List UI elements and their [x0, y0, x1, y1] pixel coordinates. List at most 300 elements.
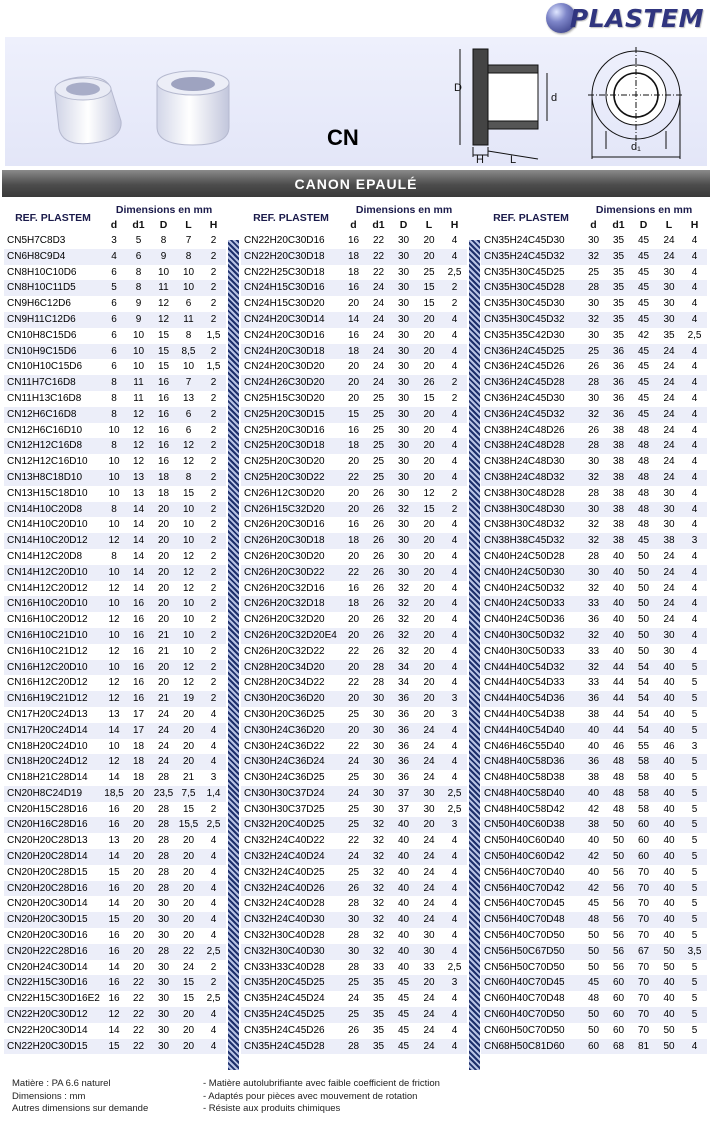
table-row: [4, 944, 226, 960]
ref-cell: CN28H20C34D22: [241, 675, 341, 691]
table-row: [241, 391, 467, 407]
table-row: [241, 644, 467, 660]
ref-cell: CN50H40C60D42: [481, 849, 581, 865]
dim-cell-d1: 10: [126, 328, 151, 344]
dim-cell-L: 10: [176, 612, 201, 628]
dim-cell-d: 14: [102, 770, 126, 786]
dim-cell-L: 12: [176, 565, 201, 581]
dim-cell-L: 13: [176, 391, 201, 407]
dim-cell-d: 28: [581, 486, 606, 502]
dim-cell-d1: 25: [366, 407, 391, 423]
dim-cell-d1: 25: [366, 423, 391, 439]
dim-cell-D: 30: [391, 265, 416, 281]
table-row: [4, 865, 226, 881]
dim-cell-H: 2: [201, 344, 226, 360]
dim-cell-L: 40: [656, 786, 682, 802]
dim-cell-d: 4: [102, 249, 126, 265]
dim-cell-d1: 38: [606, 470, 631, 486]
ref-cell: CN38H30C48D30: [481, 502, 581, 518]
table-row: [481, 517, 707, 533]
dim-cell-D: 40: [391, 833, 416, 849]
ref-cell: CN26H20C32D18: [241, 596, 341, 612]
table-row: [481, 1039, 707, 1055]
dim-cell-d: 33: [581, 644, 606, 660]
dim-cell-H: 2: [201, 470, 226, 486]
dim-cell-H: 5: [682, 660, 707, 676]
dim-cell-L: 22: [176, 944, 201, 960]
dim-cell-d: 36: [581, 612, 606, 628]
dim-cell-H: 1,5: [201, 328, 226, 344]
table-row: [481, 233, 707, 249]
table-row: [4, 849, 226, 865]
dim-cell-d: 16: [341, 328, 366, 344]
dim-cell-d1: 20: [126, 928, 151, 944]
dim-cell-D: 30: [391, 454, 416, 470]
plastem-logo: [546, 2, 704, 34]
ref-cell: CN46H46C55D40: [481, 739, 581, 755]
dim-cell-d1: 36: [606, 359, 631, 375]
col-d1-header: d1: [126, 217, 151, 233]
dim-cell-d1: 40: [606, 644, 631, 660]
dim-cell-D: 40: [391, 817, 416, 833]
dim-cell-H: 4: [201, 896, 226, 912]
dim-cell-H: 4: [201, 1039, 226, 1055]
table-row: [4, 660, 226, 676]
dim-cell-L: 10: [176, 628, 201, 644]
dim-cell-L: 24: [656, 581, 682, 597]
dim-cell-L: 20: [416, 454, 442, 470]
dim-cell-D: 32: [391, 628, 416, 644]
table-row: [4, 1023, 226, 1039]
dim-cell-L: 10: [176, 265, 201, 281]
ref-cell: CN25H20C30D18: [241, 438, 341, 454]
dim-cell-L: 15,5: [176, 817, 201, 833]
dim-cell-L: 40: [656, 754, 682, 770]
dim-cell-D: 70: [631, 896, 656, 912]
dim-cell-D: 28: [151, 881, 176, 897]
dim-cell-H: 3: [442, 691, 467, 707]
dim-cell-d1: 38: [606, 502, 631, 518]
dim-cell-L: 24: [416, 1039, 442, 1055]
dim-cell-L: 24: [656, 438, 682, 454]
table-row: [241, 739, 467, 755]
dim-cell-L: 46: [656, 739, 682, 755]
dim-cell-H: 4: [442, 896, 467, 912]
ref-cell: CN50H40C60D38: [481, 817, 581, 833]
ref-cell: CN35H24C45D28: [241, 1039, 341, 1055]
col-d1-header: d1: [606, 217, 631, 233]
table-row: [241, 486, 467, 502]
dim-cell-L: 40: [656, 991, 682, 1007]
dim-cell-D: 40: [391, 849, 416, 865]
dim-cell-H: 4: [442, 423, 467, 439]
dim-cell-d: 10: [102, 486, 126, 502]
dim-cell-L: 24: [656, 470, 682, 486]
dim-cell-d: 50: [581, 1007, 606, 1023]
ref-cell: CN12H12C16D10: [4, 454, 102, 470]
ref-cell: CN12H6C16D8: [4, 407, 102, 423]
dim-cell-d: 48: [581, 991, 606, 1007]
dim-cell-d1: 30: [366, 707, 391, 723]
ref-cell: CN40H30C50D32: [481, 628, 581, 644]
dim-cell-L: 20: [416, 407, 442, 423]
ref-cell: CN38H38C45D32: [481, 533, 581, 549]
dim-cell-d1: 24: [366, 328, 391, 344]
dim-cell-d1: 44: [606, 723, 631, 739]
dim-cell-H: 4: [201, 1023, 226, 1039]
dim-cell-d1: 38: [606, 517, 631, 533]
dim-cell-L: 20: [416, 344, 442, 360]
dim-cell-D: 70: [631, 1007, 656, 1023]
dim-cell-d: 16: [341, 280, 366, 296]
dim-cell-D: 8: [151, 233, 176, 249]
ref-cell: CN44H40C54D38: [481, 707, 581, 723]
dim-cell-L: 20: [416, 691, 442, 707]
dim-cell-D: 30: [391, 549, 416, 565]
ref-cell: CN44H40C54D40: [481, 723, 581, 739]
table-row: [4, 644, 226, 660]
dim-cell-D: 45: [391, 1039, 416, 1055]
dim-cell-D: 34: [391, 660, 416, 676]
dim-cell-d: 32: [581, 533, 606, 549]
dim-cell-d1: 30: [366, 739, 391, 755]
table-row: [481, 312, 707, 328]
dim-cell-D: 45: [631, 344, 656, 360]
ref-cell: CN25H20C30D15: [241, 407, 341, 423]
dim-cell-L: 24: [416, 896, 442, 912]
dim-cell-D: 30: [391, 438, 416, 454]
dim-cell-d: 20: [341, 391, 366, 407]
dim-cell-d1: 60: [606, 975, 631, 991]
dim-cell-L: 30: [656, 628, 682, 644]
dim-cell-H: 2: [201, 265, 226, 281]
dim-cell-D: 70: [631, 960, 656, 976]
dim-cell-d1: 13: [126, 470, 151, 486]
dim-cell-d1: 35: [366, 1007, 391, 1023]
dim-cell-H: 1,4: [201, 786, 226, 802]
dim-cell-L: 20: [176, 881, 201, 897]
dim-cell-D: 55: [631, 739, 656, 755]
dim-cell-L: 40: [656, 912, 682, 928]
table-row: [481, 375, 707, 391]
ref-cell: CN40H30C50D33: [481, 644, 581, 660]
ref-cell: CN32H24C40D28: [241, 896, 341, 912]
ref-cell: CN14H10C20D10: [4, 517, 102, 533]
dim-cell-H: 5: [682, 817, 707, 833]
dim-cell-D: 36: [391, 691, 416, 707]
ref-cell: CN35H24C45D24: [241, 991, 341, 1007]
table-row: [481, 1007, 707, 1023]
dim-cell-D: 30: [391, 407, 416, 423]
dim-cell-d: 8: [102, 391, 126, 407]
dim-cell-d1: 20: [126, 912, 151, 928]
dim-cell-L: 24: [416, 865, 442, 881]
dim-cell-d1: 8: [126, 280, 151, 296]
dim-cell-D: 70: [631, 975, 656, 991]
ref-cell: CN8H10C11D5: [4, 280, 102, 296]
dim-cell-D: 21: [151, 691, 176, 707]
ref-cell: CN35H35C42D30: [481, 328, 581, 344]
dim-cell-d1: 35: [366, 1023, 391, 1039]
dim-cell-d: 16: [341, 423, 366, 439]
dim-cell-d1: 26: [366, 644, 391, 660]
dim-cell-d: 45: [581, 896, 606, 912]
dim-cell-d1: 32: [366, 865, 391, 881]
ref-cell: CN22H15C30D16E2: [4, 991, 102, 1007]
dim-cell-d1: 36: [606, 391, 631, 407]
dim-cell-d1: 18: [126, 739, 151, 755]
dim-cell-d: 8: [102, 438, 126, 454]
table-row: [4, 359, 226, 375]
dim-cell-D: 50: [631, 628, 656, 644]
table-row: [241, 723, 467, 739]
dim-cell-D: 11: [151, 280, 176, 296]
dim-cell-d: 28: [581, 438, 606, 454]
dim-cell-d1: 16: [126, 612, 151, 628]
dim-cell-d: 40: [581, 786, 606, 802]
dim-cell-d: 18: [341, 344, 366, 360]
dim-cell-D: 48: [631, 470, 656, 486]
dim-cell-D: 50: [631, 596, 656, 612]
dim-cell-d1: 35: [606, 312, 631, 328]
table-row: [4, 628, 226, 644]
dim-cell-d1: 26: [366, 533, 391, 549]
ref-cell: CN26H20C30D22: [241, 565, 341, 581]
dim-cell-d1: 32: [366, 881, 391, 897]
dim-cell-D: 48: [631, 502, 656, 518]
dim-cell-H: 2,5: [201, 991, 226, 1007]
table-row: [4, 739, 226, 755]
dim-cell-d1: 46: [606, 739, 631, 755]
dim-cell-H: 4: [442, 470, 467, 486]
ref-cell: CN24H26C30D20: [241, 375, 341, 391]
ref-cell: CN30H30C37D25: [241, 802, 341, 818]
dim-cell-H: 2,5: [682, 328, 707, 344]
dim-cell-L: 24: [656, 612, 682, 628]
dim-cell-H: 4: [442, 438, 467, 454]
dim-cell-L: 40: [656, 896, 682, 912]
table-row: [241, 375, 467, 391]
dim-cell-d: 25: [341, 975, 366, 991]
dim-cell-H: 5: [682, 723, 707, 739]
dim-cell-d1: 5: [126, 233, 151, 249]
table-row: [4, 486, 226, 502]
table-row: [4, 723, 226, 739]
dim-cell-L: 15: [416, 280, 442, 296]
dim-cell-D: 24: [151, 754, 176, 770]
dim-cell-L: 15: [176, 975, 201, 991]
dim-cell-d: 33: [581, 675, 606, 691]
dim-cell-D: 30: [391, 296, 416, 312]
ref-cell: CN30H24C36D22: [241, 739, 341, 755]
dim-cell-H: 2,5: [442, 960, 467, 976]
table-row: [481, 675, 707, 691]
dim-cell-L: 12: [176, 454, 201, 470]
dim-cell-d: 20: [341, 628, 366, 644]
dim-cell-H: 2: [201, 660, 226, 676]
dim-cell-D: 40: [391, 896, 416, 912]
dim-cell-d1: 40: [606, 549, 631, 565]
dim-cell-L: 20: [176, 723, 201, 739]
dim-cell-H: 4: [682, 423, 707, 439]
dim-cell-d1: 40: [606, 565, 631, 581]
dim-cell-H: 2: [201, 375, 226, 391]
dim-cell-d: 30: [341, 944, 366, 960]
dim-cell-D: 30: [391, 280, 416, 296]
dim-cell-D: 40: [391, 960, 416, 976]
dim-cell-D: 20: [151, 581, 176, 597]
dim-cell-d: 36: [581, 691, 606, 707]
table-row: [241, 565, 467, 581]
ref-cell: CN32H24C40D25: [241, 865, 341, 881]
table-row: [4, 423, 226, 439]
dim-cell-d1: 38: [606, 423, 631, 439]
dim-cell-D: 45: [631, 375, 656, 391]
dim-cell-H: 5: [682, 881, 707, 897]
dim-cell-H: 3: [442, 707, 467, 723]
dim-cell-D: 50: [631, 581, 656, 597]
table-row: [241, 612, 467, 628]
dim-cell-H: 4: [682, 407, 707, 423]
table-row: [241, 833, 467, 849]
dim-cell-H: 2: [201, 233, 226, 249]
dim-cell-L: 30: [656, 312, 682, 328]
ref-cell: CN60H40C70D50: [481, 1007, 581, 1023]
dim-cell-L: 20: [176, 1039, 201, 1055]
dim-cell-d: 38: [581, 707, 606, 723]
dim-cell-d1: 32: [366, 833, 391, 849]
dim-cell-d: 25: [341, 802, 366, 818]
dim-cell-L: 21: [176, 770, 201, 786]
dim-cell-d1: 28: [366, 675, 391, 691]
table-row: [481, 691, 707, 707]
dim-cell-d: 32: [581, 312, 606, 328]
ref-cell: CN13H15C18D10: [4, 486, 102, 502]
dim-cell-d: 30: [581, 454, 606, 470]
dim-cell-D: 30: [151, 928, 176, 944]
section-title: CANON EPAULÉ: [294, 175, 418, 192]
dim-cell-d: 30: [581, 391, 606, 407]
ref-cell: CN44H40C54D33: [481, 675, 581, 691]
dim-cell-d1: 32: [366, 928, 391, 944]
dim-cell-L: 38: [656, 533, 682, 549]
dim-cell-H: 4: [442, 249, 467, 265]
ref-header: REF. PLASTEM: [241, 203, 341, 233]
table-row: [241, 502, 467, 518]
dim-cell-L: 24: [176, 960, 201, 976]
ref-cell: CN6H8C9D4: [4, 249, 102, 265]
dim-cell-d1: 44: [606, 675, 631, 691]
dim-cell-L: 40: [656, 675, 682, 691]
dim-cell-L: 15: [176, 486, 201, 502]
dim-cell-d: 33: [581, 596, 606, 612]
dim-cell-D: 58: [631, 770, 656, 786]
dim-cell-H: 5: [682, 896, 707, 912]
dim-cell-H: 4: [682, 565, 707, 581]
dim-cell-H: 4: [682, 581, 707, 597]
dim-cell-d: 14: [341, 312, 366, 328]
table-row: [4, 454, 226, 470]
dim-cell-D: 36: [391, 754, 416, 770]
dim-cell-L: 24: [416, 881, 442, 897]
dim-cell-d: 10: [102, 517, 126, 533]
dim-cell-D: 23,5: [151, 786, 176, 802]
dim-cell-D: 45: [631, 391, 656, 407]
dim-cell-d1: 14: [126, 517, 151, 533]
dim-cell-D: 28: [151, 944, 176, 960]
dim-cell-D: 30: [391, 470, 416, 486]
dim-cell-D: 32: [391, 596, 416, 612]
dim-cell-d1: 20: [126, 817, 151, 833]
dim-cell-H: 3: [442, 975, 467, 991]
dim-cell-L: 24: [656, 565, 682, 581]
table-row: [4, 233, 226, 249]
dim-cell-D: 28: [151, 833, 176, 849]
dim-cell-H: 5: [682, 991, 707, 1007]
dim-cell-L: 19: [176, 691, 201, 707]
dim-cell-D: 32: [391, 644, 416, 660]
ref-cell: CN17H20C24D14: [4, 723, 102, 739]
table-row: [4, 881, 226, 897]
dim-cell-L: 12: [176, 660, 201, 676]
label-H: H: [476, 154, 484, 164]
dim-cell-L: 20: [416, 644, 442, 660]
ref-cell: CN36H24C45D28: [481, 375, 581, 391]
dim-cell-H: 5: [682, 865, 707, 881]
ref-cell: CN44H40C54D32: [481, 660, 581, 676]
dim-cell-H: 4: [442, 328, 467, 344]
dim-cell-L: 20: [416, 817, 442, 833]
dim-cell-d1: 30: [366, 754, 391, 770]
dim-cell-H: 2: [201, 975, 226, 991]
ref-cell: CN36H24C45D25: [481, 344, 581, 360]
dim-cell-d1: 35: [606, 249, 631, 265]
dim-cell-L: 24: [656, 375, 682, 391]
dim-cell-D: 16: [151, 454, 176, 470]
dim-cell-D: 20: [151, 517, 176, 533]
footer-feature-1: - Matière autolubrifiante avec faible coefficient de friction: [203, 1078, 440, 1089]
ref-cell: CN18H20C24D12: [4, 754, 102, 770]
dim-cell-D: 45: [631, 280, 656, 296]
dim-cell-D: 20: [151, 502, 176, 518]
ref-cell: CN14H12C20D12: [4, 581, 102, 597]
dim-cell-d1: 35: [606, 265, 631, 281]
dim-cell-d1: 24: [366, 312, 391, 328]
table-row: [241, 660, 467, 676]
dim-cell-d: 15: [102, 1039, 126, 1055]
dim-cell-d1: 25: [366, 454, 391, 470]
dim-cell-d: 16: [341, 517, 366, 533]
ref-cell: CN35H24C45D32: [481, 249, 581, 265]
dim-cell-D: 48: [631, 517, 656, 533]
dim-cell-L: 20: [416, 549, 442, 565]
dim-cell-H: 5: [682, 1023, 707, 1039]
table-row: [481, 470, 707, 486]
dim-cell-d1: 26: [366, 549, 391, 565]
ref-cell: CN56H40C70D40: [481, 865, 581, 881]
dim-cell-L: 12: [176, 549, 201, 565]
dim-cell-L: 12: [176, 438, 201, 454]
ref-cell: CN16H12C20D12: [4, 675, 102, 691]
ref-cell: CN30H24C36D20: [241, 723, 341, 739]
dim-cell-L: 24: [416, 849, 442, 865]
table-row: [241, 991, 467, 1007]
dim-cell-d: 48: [581, 912, 606, 928]
dim-cell-d: 18: [341, 438, 366, 454]
dim-cell-d1: 36: [606, 375, 631, 391]
dim-cell-H: 4: [442, 628, 467, 644]
dim-cell-d1: 14: [126, 549, 151, 565]
